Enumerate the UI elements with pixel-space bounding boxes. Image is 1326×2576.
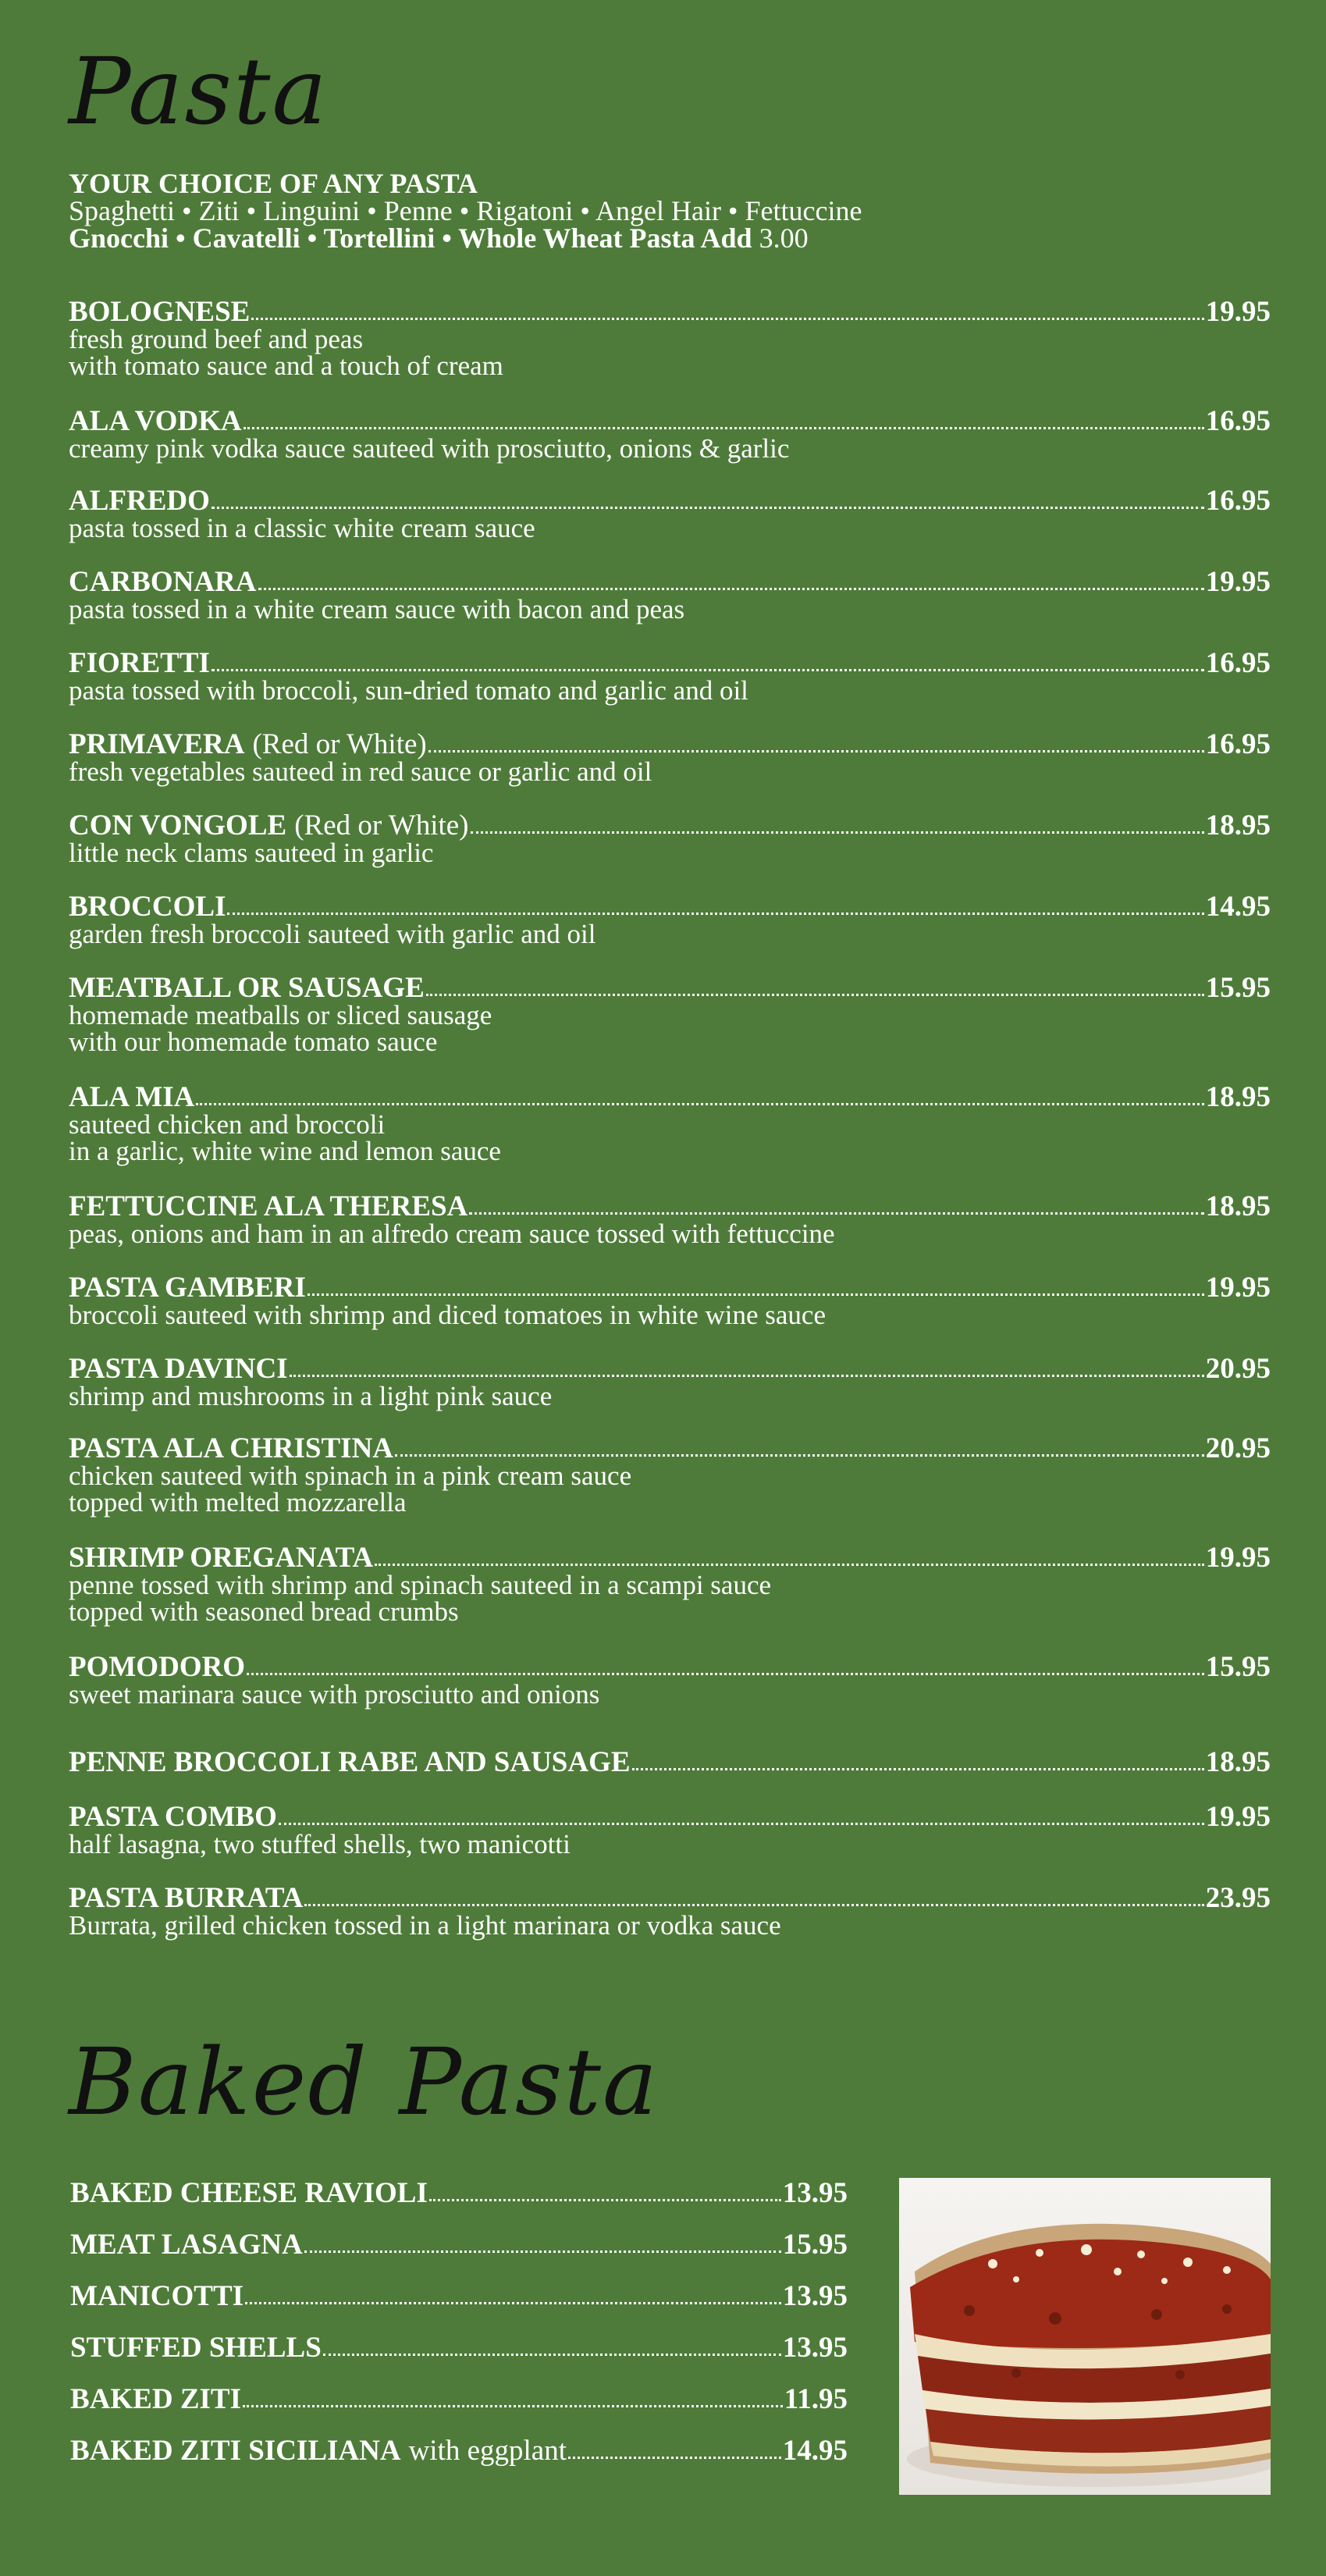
menu-item-price: 14.95 (1205, 891, 1271, 923)
menu-item-line (70, 2383, 848, 2415)
menu-item-name: BOLOGNESE (69, 296, 251, 328)
menu-item-name: MEAT LASAGNA (70, 2229, 303, 2261)
menu-item-line (70, 2282, 848, 2311)
menu-item-description: creamy pink vodka sauce sauteed with prosciutto, onions & garlic (69, 433, 790, 464)
pasta-menu-item (69, 1432, 1271, 1517)
menu-item-name: PASTA BURRATA (69, 1882, 304, 1914)
pasta-menu-item (69, 1274, 1271, 1329)
pasta-menu-item (69, 1884, 1271, 1939)
pasta-choice-line1: Spaghetti • Ziti • Linguini • Penne • Rigatoni • Angel Hair • Fettuccine (69, 195, 862, 226)
dot-leader (247, 1672, 1204, 1675)
pasta-menu-item (69, 1190, 1271, 1249)
menu-item-line (69, 1190, 1271, 1222)
menu-item-description: penne tossed with shrimp and spinach sauteed in a scampi sauce topped with seasoned bread crumbs (69, 1570, 772, 1627)
menu-item-price: 19.95 (1205, 296, 1271, 328)
menu-item-price: 15.95 (1205, 1651, 1271, 1683)
menu-item-description: peas, onions and ham in an alfredo cream sauce tossed with fettuccine (69, 1219, 835, 1249)
menu-item-name: MANICOTTI (70, 2280, 244, 2312)
menu-item-description: sauteed chicken and broccoli in a garlic, white wine and lemon sauce (69, 1109, 501, 1166)
menu-item-description: fresh ground beef and peas with tomato sauce and a touch of cream (69, 324, 503, 381)
dot-leader (196, 1102, 1203, 1105)
dot-leader (251, 317, 1203, 320)
baked-pasta-menu-item (70, 2437, 848, 2465)
menu-item-price: 15.95 (1205, 972, 1271, 1004)
pasta-choice-line2 (69, 222, 1271, 254)
pasta-menu-item (69, 487, 1271, 542)
dot-leader (244, 426, 1204, 429)
baked-pasta-menu-item (70, 2334, 848, 2362)
dot-leader (426, 993, 1204, 996)
menu-item-name: PASTA ALA CHRISTINA (69, 1432, 394, 1464)
menu-item-line (69, 809, 1271, 841)
menu-item-name: CARBONARA (69, 566, 257, 598)
menu-item-description: sweet marinara sauce with prosciutto and onions (69, 1679, 600, 1710)
menu-item-name: POMODORO (69, 1651, 246, 1683)
menu-item-name: FETTUCCINE ALA THERESA (69, 1190, 468, 1222)
menu-item-line (69, 1653, 1271, 1681)
menu-item-price: 18.95 (1205, 1746, 1271, 1778)
pasta-menu-item (69, 407, 1271, 462)
pasta-menu-item (69, 974, 1271, 1055)
menu-item-line (69, 1746, 1271, 1778)
menu-item-description: shrimp and mushrooms in a light pink sauce (69, 1381, 553, 1411)
menu-item-line (70, 2231, 848, 2259)
pasta-menu-item (69, 1803, 1271, 1858)
menu-item-line (69, 974, 1271, 1002)
menu-item-line (69, 1884, 1271, 1912)
menu-item-price: 11.95 (784, 2383, 848, 2415)
menu-item-name: PASTA COMBO (69, 1801, 277, 1833)
lasagna-photo (899, 2178, 1271, 2495)
menu-item-price: 18.95 (1205, 1190, 1271, 1222)
dot-leader (308, 1293, 1204, 1296)
menu-item-line (70, 2179, 848, 2208)
baked-pasta-menu-item (70, 2231, 848, 2259)
dot-leader (279, 1822, 1204, 1825)
menu-item-description: pasta tossed with broccoli, sun-dried tomato and garlic and oil (69, 675, 748, 706)
menu-item-note: (Red or White) (294, 809, 469, 841)
menu-item-price: 14.95 (782, 2435, 848, 2467)
baked-pasta-menu-item (70, 2179, 848, 2208)
dot-leader (243, 2404, 783, 2407)
menu-item-price: 19.95 (1205, 566, 1271, 598)
pasta-menu-item (69, 1083, 1271, 1165)
pasta-menu-item (69, 1653, 1271, 1708)
dot-leader (469, 1212, 1203, 1215)
menu-item-description: half lasagna, two stuffed shells, two manicotti (69, 1829, 571, 1859)
menu-item-description: pasta tossed in a classic white cream sauce (69, 513, 535, 543)
menu-item-line (69, 893, 1271, 921)
pasta-menu-item (69, 1544, 1271, 1625)
menu-item-description: homemade meatballs or sliced sausage with our homemade tomato sauce (69, 1000, 492, 1057)
menu-item-description: fresh vegetables sauteed in red sauce or garlic and oil (69, 756, 652, 787)
menu-item-name: SHRIMP OREGANATA (69, 1542, 374, 1574)
menu-item-note: (Red or White) (252, 728, 427, 760)
menu-item-name: CON VONGOLE (69, 809, 287, 841)
menu-item-line (70, 2437, 848, 2465)
dot-leader (304, 1903, 1203, 1906)
menu-item-line (70, 2334, 848, 2362)
pasta-section-title: Pasta (69, 37, 329, 145)
menu-item-description: broccoli sauteed with shrimp and diced tomatoes in white wine sauce (69, 1300, 827, 1330)
dot-leader (568, 2456, 781, 2459)
dot-leader (323, 2353, 781, 2356)
menu-item-name: BAKED ZITI SICILIANA (70, 2435, 401, 2467)
dot-leader (245, 2301, 781, 2304)
dot-leader (632, 1767, 1204, 1770)
pasta-menu-item (69, 728, 1271, 787)
menu-item-line (69, 1432, 1271, 1464)
menu-item-price: 19.95 (1205, 1272, 1271, 1304)
menu-item-price: 23.95 (1205, 1882, 1271, 1914)
menu-item-name: ALA VODKA (69, 405, 242, 437)
baked-pasta-menu-item (70, 2383, 848, 2415)
dot-leader (375, 1563, 1204, 1566)
menu-item-price: 16.95 (1205, 647, 1271, 679)
menu-item-description: pasta tossed in a white cream sauce with bacon and peas (69, 594, 685, 624)
pasta-choice-addon-price: 3.00 (759, 222, 809, 254)
menu-item-price: 18.95 (1205, 809, 1271, 841)
menu-item-description: little neck clams sauteed in garlic (69, 838, 434, 868)
menu-item-price: 13.95 (782, 2280, 848, 2312)
dot-leader (290, 1374, 1204, 1377)
pasta-choice-block (69, 170, 1271, 252)
menu-item-line (69, 487, 1271, 515)
menu-item-note: with eggplant (408, 2435, 567, 2467)
menu-item-name: ALFREDO (69, 485, 210, 517)
menu-item-name: PENNE BROCCOLI RABE AND SAUSAGE (69, 1746, 631, 1778)
pasta-menu-item (69, 809, 1271, 868)
menu-item-description: Burrata, grilled chicken tossed in a light marinara or vodka sauce (69, 1910, 781, 1941)
menu-item-line (69, 728, 1271, 760)
menu-item-price: 19.95 (1205, 1801, 1271, 1833)
menu-item-name: PASTA GAMBERI (69, 1272, 306, 1304)
menu-item-line (69, 1803, 1271, 1831)
menu-item-line (69, 1544, 1271, 1572)
menu-item-name: BAKED ZITI (70, 2383, 241, 2415)
menu-item-price: 20.95 (1205, 1353, 1271, 1385)
dot-leader (304, 2250, 781, 2253)
menu-item-name: ALA MIA (69, 1081, 195, 1113)
pasta-menu-item (69, 649, 1271, 704)
pasta-menu-item (69, 298, 1271, 379)
menu-item-line (69, 298, 1271, 326)
menu-item-description: garden fresh broccoli sauteed with garlic and oil (69, 919, 596, 949)
menu-item-price: 16.95 (1205, 405, 1271, 437)
pasta-menu-item (69, 893, 1271, 948)
pasta-choice-heading: YOUR CHOICE OF ANY PASTA (69, 168, 478, 199)
menu-item-price: 16.95 (1205, 485, 1271, 517)
menu-item-name: STUFFED SHELLS (70, 2332, 322, 2364)
menu-item-price: 16.95 (1205, 728, 1271, 760)
menu-item-line (69, 649, 1271, 678)
menu-item-price: 20.95 (1205, 1432, 1271, 1464)
menu-item-line (69, 1083, 1271, 1112)
dot-leader (258, 587, 1204, 590)
menu-item-name: BROCCOLI (69, 891, 226, 923)
menu-item-line (69, 1355, 1271, 1383)
dot-leader (429, 2198, 781, 2201)
menu-item-name: PASTA DAVINCI (69, 1353, 288, 1385)
baked-pasta-section-title: Baked Pasta (69, 2028, 659, 2136)
menu-item-name: MEATBALL OR SAUSAGE (69, 972, 425, 1004)
dot-leader (212, 668, 1204, 671)
menu-item-price: 19.95 (1205, 1542, 1271, 1574)
menu-item-description: chicken sauteed with spinach in a pink cream sauce topped with melted mozzarella (69, 1461, 632, 1517)
pasta-menu-item (69, 1746, 1271, 1778)
dot-leader (471, 831, 1204, 834)
menu-item-line (69, 568, 1271, 596)
pasta-menu-item (69, 568, 1271, 623)
menu-item-line (69, 407, 1271, 436)
pasta-menu-item (69, 1355, 1271, 1410)
dot-leader (428, 749, 1204, 753)
pasta-choice-line2-text: Gnocchi • Cavatelli • Tortellini • Whole Wheat Pasta Add (69, 222, 752, 254)
menu-item-name: BAKED CHEESE RAVIOLI (70, 2177, 428, 2209)
menu-item-price: 13.95 (782, 2177, 848, 2209)
menu-item-price: 13.95 (782, 2332, 848, 2364)
menu-item-name: FIORETTI (69, 647, 210, 679)
menu-item-line (69, 1274, 1271, 1302)
menu-item-price: 18.95 (1205, 1081, 1271, 1113)
baked-pasta-menu-item (70, 2282, 848, 2311)
dot-leader (227, 912, 1203, 915)
lasagna-image (899, 2178, 1271, 2495)
menu-item-name: PRIMAVERA (69, 728, 245, 760)
menu-item-price: 15.95 (782, 2229, 848, 2261)
dot-leader (395, 1453, 1204, 1457)
dot-leader (212, 506, 1204, 509)
